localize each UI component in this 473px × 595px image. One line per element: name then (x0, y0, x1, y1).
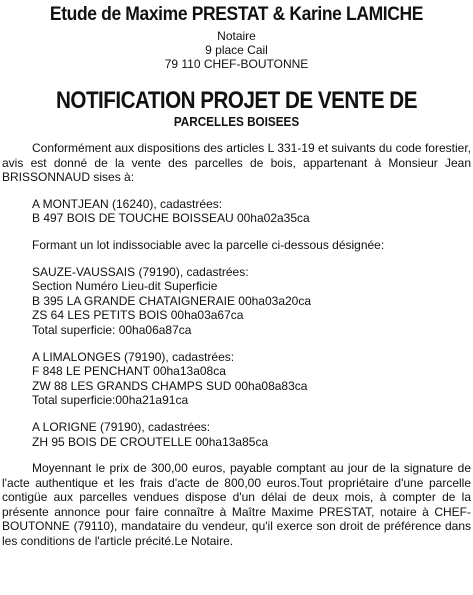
sauze-parcels (32, 265, 471, 338)
notice-title: NOTIFICATION PROJET DE VENTE DE (56, 87, 417, 114)
parcel-line: ZH 95 BOIS DE CROUTELLE 00ha13a85ca (32, 434, 269, 449)
parcel-line: ZW 88 LES GRANDS CHAMPS SUD 00ha08a83ca (32, 378, 308, 393)
address-line: 79 110 CHEF-BOUTONNE (164, 57, 309, 71)
parcel-line: B 497 BOIS DE TOUCHE BOISSEAU 00ha02a35ca (32, 211, 310, 226)
notary-address (2, 29, 471, 71)
notary-firm-name: Etude de Maxime PRESTAT & Karine LAMICHE (49, 4, 424, 25)
parcel-line: SAUZE-VAUSSAIS (79190), cadastrées: (32, 264, 249, 279)
parcel-line: ZS 64 LES PETITS BOIS 00ha03a67ca (32, 308, 244, 323)
parcel-line: F 848 LE PENCHANT 00ha13a08ca (32, 364, 226, 379)
parcel-line: A LORIGNE (79190), cadastrées: (32, 419, 211, 434)
parcel-total: Total superficie: 00ha06a87ca (32, 322, 192, 337)
parcel-line: A MONTJEAN (16240), cadastrées: (32, 196, 223, 211)
legal-notice (0, 3, 473, 595)
notice-subtitle: PARCELLES BOISEES (173, 114, 300, 129)
lot-text: Formant un lot indissociable avec la parcelle ci-dessous désignée: (32, 237, 385, 252)
address-line: 9 place Cail (205, 43, 268, 57)
montjean-parcels (32, 197, 471, 226)
closing-paragraph: Moyennant le prix de 300,00 euros, payable comptant au jour de la signature de l'acte authentique et les frais d'acte de 800,00 euros.Tout propriétaire d'une parcelle contigüe aux parcelles vendues dispose d'un délai de deux mois, à compter de la présente annonce pour faire connaître à Maître Maxime PRESTAT, notaire à CHEF-BOUTONNE (79110), mandataire du vendeur, qu'il exerce son droit de préférence dans les conditions de l'article précité.Le Notaire. (2, 461, 471, 549)
address-line: Notaire (217, 29, 256, 43)
parcel-total: Total superficie:00ha21a91ca (32, 393, 189, 408)
intro-paragraph: Conformément aux dispositions des articles L 331-19 et suivants du code forestier, avis est donné de la vente des parcelles de bois, appartenant à Monsieur Jean BRISSONNAUD sises à: (2, 141, 471, 185)
lorigne-parcels (32, 420, 471, 449)
lot-statement (32, 238, 471, 253)
parcel-line: B 395 LA GRANDE CHATAIGNERAIE 00ha03a20ca (32, 293, 312, 308)
limalonges-parcels (32, 350, 471, 408)
parcel-line: A LIMALONGES (79190), cadastrées: (32, 349, 235, 364)
parcel-line: Section Numéro Lieu-dit Superficie (32, 279, 218, 294)
